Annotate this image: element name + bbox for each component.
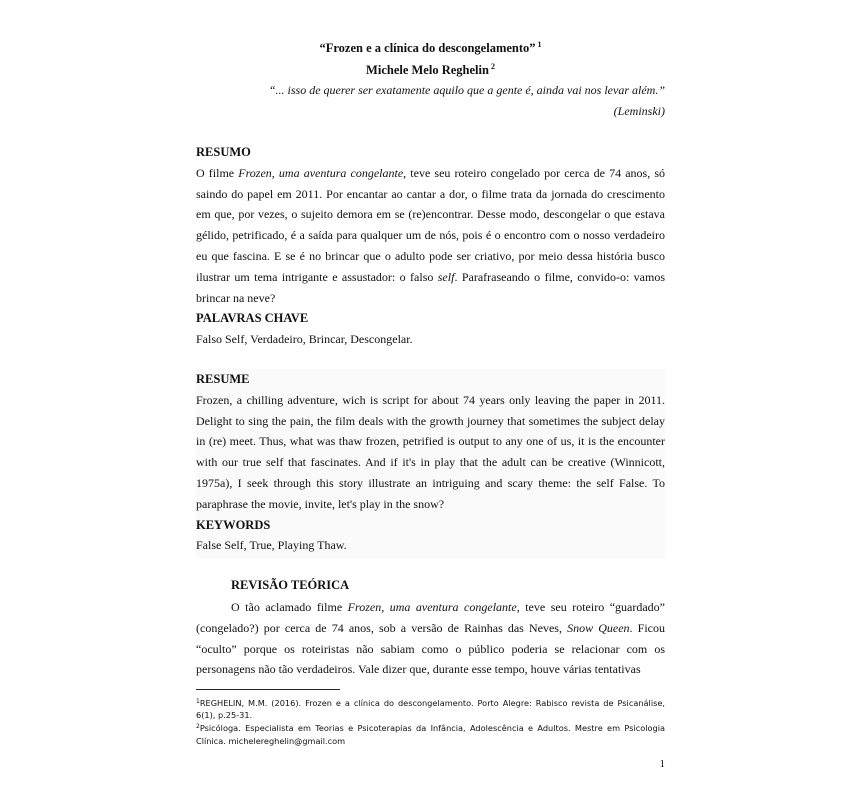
palavras-chave-heading: PALAVRAS CHAVE: [196, 311, 309, 326]
keywords-text: False Self, True, Playing Thaw.: [196, 538, 347, 553]
page-number: 1: [659, 758, 665, 770]
footnotes: [196, 696, 665, 747]
resumo-section: [196, 142, 665, 350]
document-title: “Frozen e a clínica do descongelamento” $^1$: [319, 40, 542, 55]
resume-section: [196, 369, 665, 558]
author-name: Michele Melo Reghelin $^2$: [366, 62, 495, 77]
resume-paragraph: Frozen, a chilling adventure, wich is script for about 74 years only leaving the paper in 2011. Delight to sing the pain, the film deals with the growth journey that sometimes the subject delay in (re) meet. Thus, what was thaw frozen, petrified is output to any one of us, it is the encounter with our true self that fascinates. And if it's in play that the adult can be creative (Winnicott, 1975a), I seek through this story illustrate an intriguing and scary theme: the self False. To paraphrase the movie, invite, let's play in the snow?: [196, 392, 665, 511]
revisao-teorica-heading: REVISÃO TEÓRICA: [231, 578, 350, 592]
resumo-heading: RESUMO: [196, 145, 251, 159]
resumo-paragraph: O filme Frozen, uma aventura congelante, teve seu roteiro congelado por cerca de 74 anos, só saindo do papel em 2011. Por encantar ao cantar a dor, o filme trata da jornada do crescimento em que, por vezes, o sujeito demora em se (re)encontrar. Desse modo, descongelar o que estava gélido, petrificado, é a saída para qualquer um de nós, pois é o encontro com o nosso verdadeiro eu que fascina. E se é no brincar que o adulto pode ser criativo, por meio dessa história busco ilustrar um tema intrigante e assustador: o falso self. Parafraseando o filme, convido-o: vamos brincar na neve?: [196, 165, 666, 305]
epigraph-quote: “... isso de querer ser exatamente aquilo que a gente é, ainda vai nos levar além.”: [268, 83, 665, 97]
author-footnote-marker: 2: [490, 62, 495, 71]
footnote-divider: [196, 689, 340, 690]
revisao-paragraph: O tão aclamado filme Frozen, uma aventura congelante, teve seu roteiro “guardado” (congelado?) por cerca de 74 anos, sob a versão de Rainhas das Neves, Snow Queen. Ficou “oculto” porque os roteiristas não sabiam como o público poderia se relacionar com os personagens não tão verdadeiros. Vale dizer que, durante esse tempo, houve várias tentativas: [196, 600, 665, 677]
resume-heading: RESUME: [196, 372, 250, 386]
footnote-2: $^2$Psicóloga. Especialista em Teorias e Psicoterapias da Infância, Adolescência e Adultos. Mestre em Psicologia Clínica. michelereghelin@gmail.com: [196, 723, 665, 746]
palavras-chave-text: Falso Self, Verdadeiro, Brincar, Descongelar.: [196, 332, 413, 347]
keywords-heading: KEYWORDS: [196, 517, 271, 532]
title-footnote-marker: 1: [537, 40, 542, 49]
epigraph-author: (Leminski): [613, 104, 665, 118]
footnote-1: $^1$REGHELIN, M.M. (2016). Frozen e a clínica do descongelamento. Porto Alegre: Rabisco revista de Psicanálise, 6(1), p.25-31.: [196, 698, 665, 721]
